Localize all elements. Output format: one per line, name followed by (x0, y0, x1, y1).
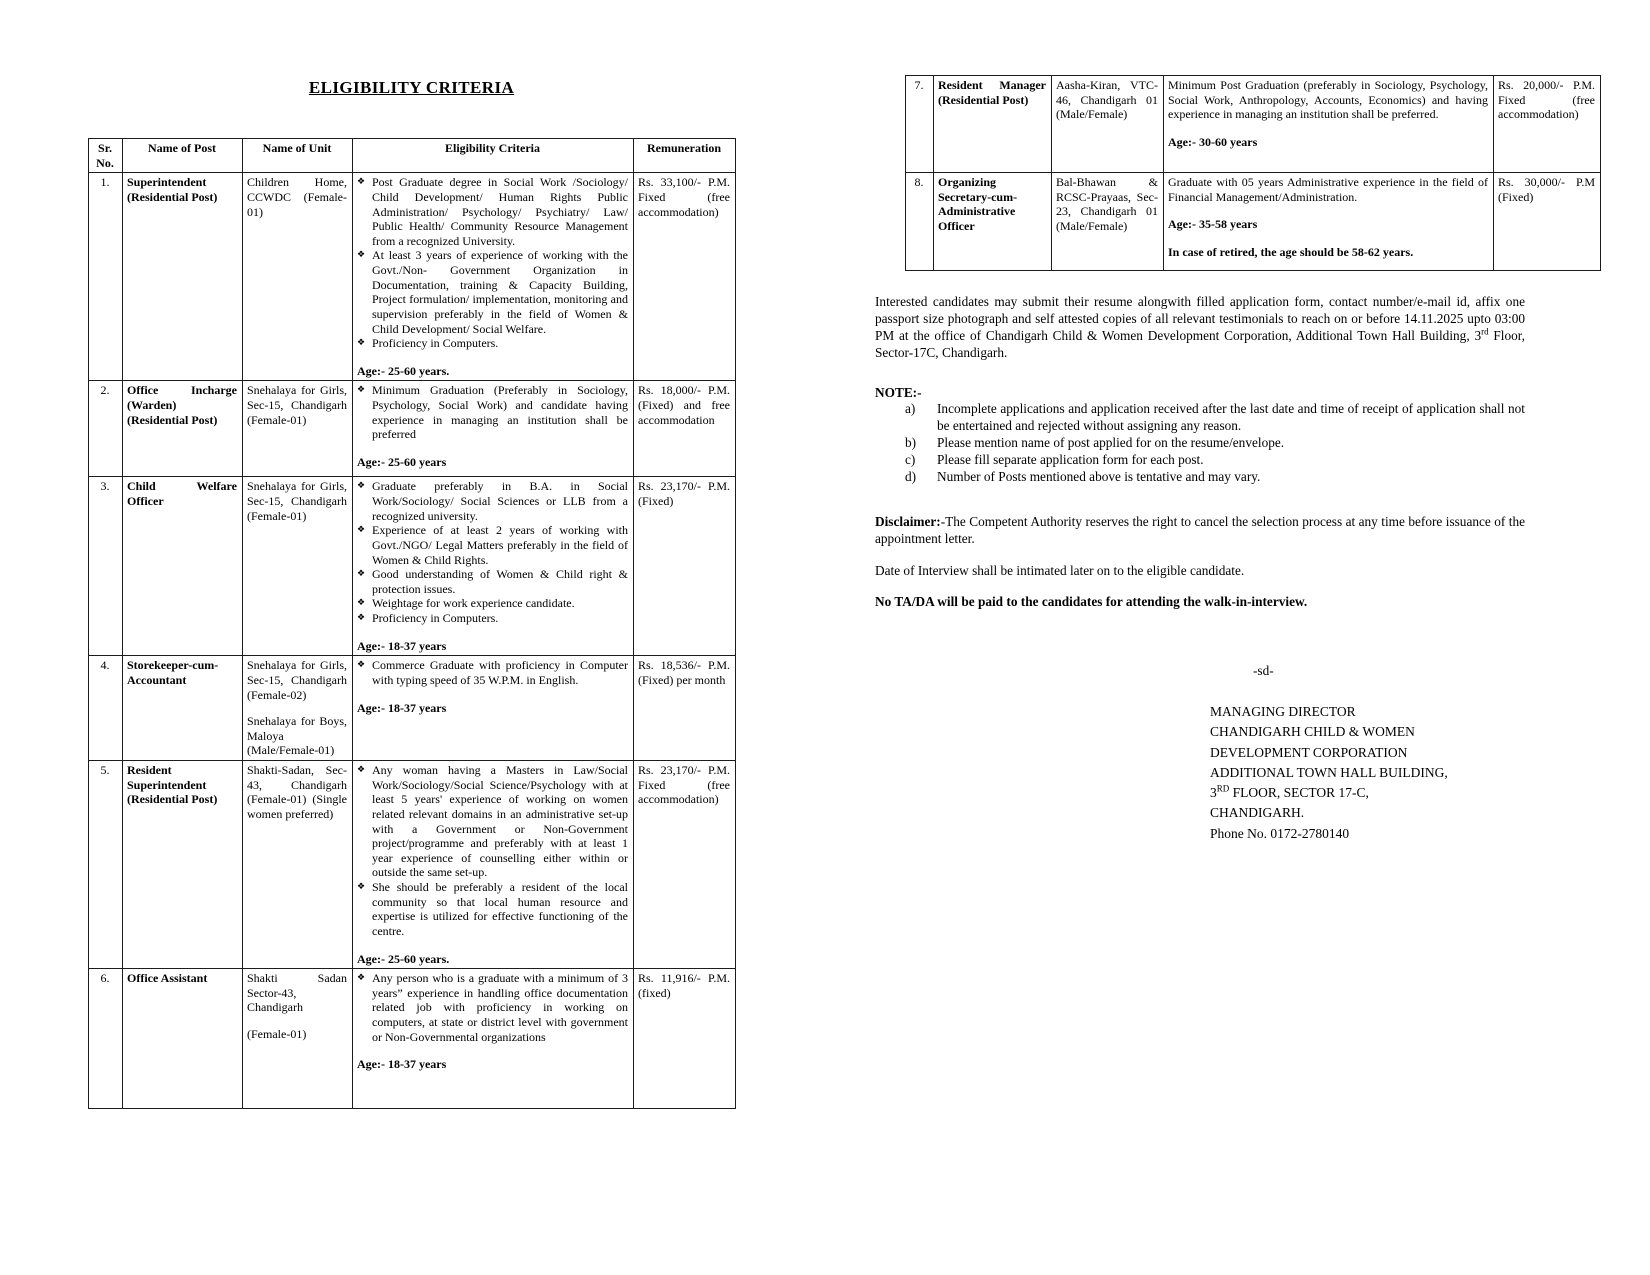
signature-line: CHANDIGARH CHILD & WOMEN (1210, 724, 1415, 740)
age-line: Age:- 30-60 years (1168, 134, 1258, 149)
table-row (89, 381, 736, 477)
criteria-bullet (357, 336, 628, 351)
criteria-bullet (357, 611, 628, 626)
diamond-bullet-icon: ❖ (357, 660, 366, 671)
diamond-bullet-icon: ❖ (357, 338, 366, 349)
criteria-text: At least 3 years of experience of working with the Govt./Non- Government Organization in Documentation, training & Capacity Building, Project formulation/ implementation, monitoring and supervision preferably in the field of Women & Child Development/ Social Welfare. (372, 248, 628, 336)
criteria-bullet (357, 523, 628, 567)
note-item-text: Please fill separate application form for each post. (937, 452, 1204, 467)
unit-cell: Snehalaya for Girls, Sec-15, Chandigarh (Female-01) (243, 381, 353, 477)
intro-text: Floor, Sector-17C, Chandigarh. (875, 327, 1525, 360)
criteria-cell (353, 381, 634, 477)
unit-cell: Shakti-Sadan, Sec-43, Chandigarh (Female-01) (Single women preferred) (243, 761, 353, 969)
criteria-text: Minimum Graduation (Preferably in Sociology, Psychology, Social Work) and candidate having experience in managing an institution shall be preferred (372, 383, 628, 442)
criteria-text: Post Graduate degree in Social Work /Sociology/ Child Development/ Human Rights Public Administration/ Psychology/ Psychiatry/ Law/ Public Health/ Community Resource Management from a recognized University. (372, 175, 628, 248)
diamond-bullet-icon: ❖ (357, 177, 366, 188)
table-row (906, 173, 1601, 271)
age-line: Age:- 25-60 years. (357, 363, 450, 378)
remuneration-cell: Rs. 18,536/- P.M. (Fixed) per month (634, 656, 736, 761)
unit-line: Snehalaya for Boys, Maloya (Male/Female-01) (247, 714, 347, 758)
disclaimer-label: Disclaimer: (875, 513, 941, 529)
unit-cell: Snehalaya for Girls, Sec-15, Chandigarh (Female-01) (243, 477, 353, 656)
unit-cell: Children Home, CCWDC (Female-01) (243, 173, 353, 381)
page-title: ELIGIBILITY CRITERIA (308, 78, 515, 97)
unit-line: Shakti Sadan Sector-43, Chandigarh (247, 971, 347, 1015)
diamond-bullet-icon: ❖ (357, 882, 366, 892)
sr-cell: 8. (906, 173, 934, 271)
intro-text: Interested candidates may submit their resume alongwith filled application form, contact number/e-mail id, affix one passport size photograph and self attested copies of all relevant testimonials to reach on or before 14.11.2025 upto 03:00 PM at the office of Chandigarh Child & Women Development Corporation, Additional Town Hall Building, 3 (875, 294, 1525, 343)
post-cell: Office Incharge (Warden) (Residential Post) (123, 381, 243, 477)
criteria-bullet (357, 880, 628, 939)
table-row (89, 477, 736, 656)
criteria-text: Proficiency in Computers. (372, 611, 499, 625)
ordinal-superscript: RD (1216, 783, 1230, 794)
criteria-text: Minimum Post Graduation (preferably in Sociology, Psychology, Social Work, Anthropology, Accounts, Economics) and having experience in managing an institution shall be preferred. (1168, 78, 1488, 122)
criteria-cell (1164, 76, 1494, 173)
note-item-text: Please mention name of post applied for on the resume/envelope. (937, 435, 1285, 451)
unit-cell (243, 656, 353, 761)
eligibility-table-right (905, 75, 1601, 271)
criteria-text: Any woman having a Masters in Law/Social Work/Sociology/Social Science/Psychology with at least 5 years' experience of working on women related relevant domains in an administrative set-up with a Government or Non-Government project/programme and preferably with at least 1 year experience of counselling either within or outside the same set-up. (372, 763, 628, 880)
age-line: Age:- 18-37 years (357, 638, 447, 653)
sr-cell: 4. (89, 656, 123, 761)
signed-mark: -sd- (1253, 663, 1274, 679)
unit-cell: Aasha-Kiran, VTC-46, Chandigarh 01 (Male/Female) (1052, 76, 1164, 173)
header-sr: Sr. No. (89, 139, 123, 173)
unit-cell: Bal-Bhawan & RCSC-Prayaas, Sec-23, Chandigarh 01 (Male/Female) (1052, 173, 1164, 271)
signature-line: MANAGING DIRECTOR (1210, 704, 1356, 720)
diamond-bullet-icon: ❖ (357, 385, 366, 396)
table-row (89, 173, 736, 381)
criteria-text: Weightage for work experience candidate. (372, 596, 575, 611)
criteria-text: Good understanding of Women & Child right & protection issues. (372, 567, 628, 596)
note-item-label: c) (905, 452, 916, 467)
diamond-bullet-icon: ❖ (357, 973, 366, 984)
sr-cell: 1. (89, 173, 123, 381)
remuneration-cell: Rs. 18,000/- P.M. (Fixed) and free accommodation (634, 381, 736, 477)
criteria-cell (353, 761, 634, 969)
note-item (875, 469, 1525, 486)
note-item-text: Incomplete applications and application received after the last date and time of receipt of application shall not be entertained and rejected without assigning any reason. (937, 401, 1525, 434)
diamond-bullet-icon: ❖ (357, 765, 366, 775)
age-line: Age:- 25-60 years. (357, 951, 450, 966)
signature-line: Phone No. 0172-2780140 (1210, 825, 1350, 841)
sr-cell: 3. (89, 477, 123, 656)
intro-paragraph (875, 294, 1525, 362)
interview-line: Date of Interview shall be intimated later on to the eligible candidate. (875, 562, 1245, 578)
retired-age-note: In case of retired, the age should be 58-62 years. (1168, 244, 1414, 259)
table-header-row (89, 139, 736, 173)
note-item-label: b) (905, 435, 917, 451)
note-item-label: d) (905, 468, 917, 484)
signature-line: ADDITIONAL TOWN HALL BUILDING, (1210, 764, 1448, 780)
note-heading: NOTE:- (875, 384, 922, 400)
unit-line: (Female-01) (247, 1027, 307, 1041)
tada-line: No TA/DA will be paid to the candidates for attending the walk-in-interview. (875, 594, 1308, 610)
criteria-cell (353, 969, 634, 1109)
sr-cell: 5. (89, 761, 123, 969)
disclaimer-text: -The Competent Authority reserves the right to cancel the selection process at any time before issuance of the appointment letter. (875, 513, 1525, 546)
remuneration-cell: Rs. 23,170/- P.M. (Fixed) (634, 477, 736, 656)
remuneration-cell: Rs. 20,000/- P.M. Fixed (free accommodation) (1494, 76, 1601, 173)
diamond-bullet-icon: ❖ (357, 569, 366, 580)
post-cell: Office Assistant (123, 969, 243, 1109)
age-line: Age:- 25-60 years (357, 454, 447, 469)
criteria-text: Graduate preferably in B.A. in Social Work/Sociology/ Social Sciences or LLB from a recognized university. (372, 479, 628, 523)
age-line: Age:- 18-37 years (357, 700, 447, 715)
post-cell: Resident Manager (Residential Post) (934, 76, 1052, 173)
criteria-bullet (357, 971, 628, 1044)
criteria-bullet (357, 175, 628, 248)
header-post: Name of Post (123, 139, 243, 173)
criteria-bullet (357, 567, 628, 596)
note-item (875, 435, 1525, 452)
post-cell: Resident Superintendent (Residential Post) (123, 761, 243, 969)
criteria-bullet (357, 479, 628, 523)
remuneration-cell: Rs. 30,000/- P.M (Fixed) (1494, 173, 1601, 271)
diamond-bullet-icon: ❖ (357, 525, 366, 536)
header-unit: Name of Unit (243, 139, 353, 173)
table-row (89, 761, 736, 969)
right-text-column (875, 294, 1525, 844)
note-item (875, 452, 1525, 469)
post-cell: Organizing Secretary-cum-Administrative Officer (934, 173, 1052, 271)
age-line: Age:- 18-37 years (357, 1057, 447, 1072)
diamond-bullet-icon: ❖ (357, 598, 366, 609)
table-row (89, 656, 736, 761)
criteria-cell (353, 173, 634, 381)
post-cell: Storekeeper-cum-Accountant (123, 656, 243, 761)
criteria-cell (1164, 173, 1494, 271)
post-cell: Superintendent (Residential Post) (123, 173, 243, 381)
diamond-bullet-icon: ❖ (357, 250, 366, 261)
criteria-bullet (357, 763, 628, 880)
signature-line (1210, 783, 1525, 803)
unit-line: Snehalaya for Girls, Sec-15, Chandigarh (Female-02) (247, 658, 347, 702)
criteria-bullet (357, 248, 628, 336)
sr-cell: 6. (89, 969, 123, 1109)
floor-number: 3 (1210, 785, 1217, 801)
note-item-label: a) (905, 401, 916, 417)
header-remuneration: Remuneration (634, 139, 736, 173)
remuneration-cell: Rs. 33,100/- P.M. Fixed (free accommodation) (634, 173, 736, 381)
criteria-text: Graduate with 05 years Administrative experience in the field of Financial Management/Administration. (1168, 175, 1488, 204)
floor-text: FLOOR, SECTOR 17-C, (1229, 785, 1369, 801)
criteria-bullet (357, 383, 628, 442)
ordinal-superscript: rd (1481, 326, 1489, 337)
eligibility-table-left (88, 138, 736, 1109)
criteria-text: Proficiency in Computers. (372, 336, 499, 351)
note-item-text: Number of Posts mentioned above is tentative and may vary. (937, 468, 1261, 484)
signature-block (1210, 702, 1525, 844)
signature-line: DEVELOPMENT CORPORATION (1210, 744, 1408, 760)
post-cell: Child Welfare Officer (123, 477, 243, 656)
note-item (875, 401, 1525, 435)
criteria-text: Commerce Graduate with proficiency in Computer with typing speed of 35 W.P.M. in English. (372, 658, 628, 687)
table-row (906, 76, 1601, 173)
age-line: Age:- 35-58 years (1168, 217, 1258, 232)
diamond-bullet-icon: ❖ (357, 613, 366, 623)
criteria-bullet (357, 596, 628, 611)
table-row (89, 969, 736, 1109)
criteria-bullet (357, 658, 628, 687)
criteria-cell (353, 477, 634, 656)
sr-cell: 2. (89, 381, 123, 477)
sr-cell: 7. (906, 76, 934, 173)
unit-cell (243, 969, 353, 1109)
criteria-cell (353, 656, 634, 761)
header-criteria: Eligibility Criteria (353, 139, 634, 173)
remuneration-cell: Rs. 23,170/- P.M. Fixed (free accommodation) (634, 761, 736, 969)
criteria-text: Any person who is a graduate with a minimum of 3 years” experience in handling office documentation related job with proficiency in working on computers, at state or district level with government or Non-Governmental organizations (372, 971, 628, 1044)
diamond-bullet-icon: ❖ (357, 481, 366, 492)
disclaimer-paragraph (875, 514, 1525, 548)
remuneration-cell: Rs. 11,916/- P.M. (fixed) (634, 969, 736, 1109)
criteria-text: She should be preferably a resident of the local community so that local human resource and expertise is utilized for effective functioning of the centre. (372, 880, 628, 938)
criteria-text: Experience of at least 2 years of working with Govt./NGO/ Legal Matters preferably in the field of Women & Child Rights. (372, 523, 628, 567)
signature-line: CHANDIGARH. (1210, 805, 1305, 821)
